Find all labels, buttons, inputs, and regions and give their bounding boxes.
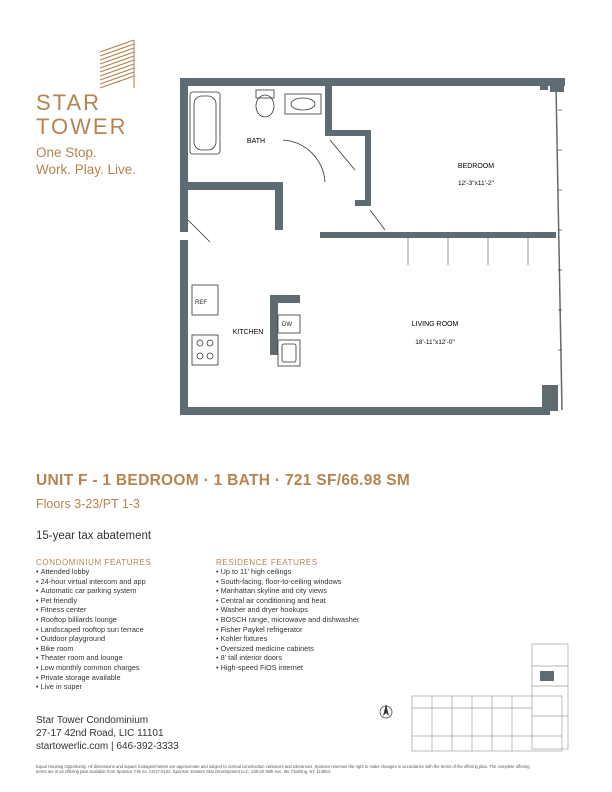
room-label-bath: BATH bbox=[246, 138, 266, 145]
floor-plan bbox=[170, 70, 580, 430]
room-label-kitchen: KITCHEN bbox=[232, 329, 264, 336]
list-item: • Automatic car parking system bbox=[36, 586, 151, 596]
condo-features-list bbox=[36, 567, 151, 692]
list-item: • Theater room and lounge bbox=[36, 653, 151, 663]
brand-name-line2: TOWER bbox=[36, 114, 128, 139]
list-item: • Low monthly common charges bbox=[36, 663, 151, 673]
list-item: • Up to 11' high ceilings bbox=[216, 567, 359, 577]
room-label-living: LIVING ROOM bbox=[411, 321, 459, 328]
condo-features bbox=[36, 558, 151, 692]
contact-name: Star Tower Condominium bbox=[36, 715, 149, 726]
contact-web-phone[interactable]: startowerlic.com | 646-392-3333 bbox=[36, 741, 179, 752]
tagline-line1: One Stop. bbox=[36, 145, 97, 160]
list-item: • Washer and dryer hookups bbox=[216, 605, 359, 615]
list-item: • Landscaped rooftop sun terrace bbox=[36, 625, 151, 635]
room-dim-living: 18'-11"x12'-0" bbox=[415, 339, 455, 346]
tagline-line2: Work. Play. Live. bbox=[36, 162, 137, 177]
north-arrow-icon bbox=[380, 704, 392, 718]
unit-title: UNIT F - 1 BEDROOM · 1 BATH · 721 SF/66.98 SM bbox=[36, 472, 411, 489]
list-item: • Fitness center bbox=[36, 605, 151, 615]
list-item: • Fisher Paykel refrigerator bbox=[216, 625, 359, 635]
unit-highlight bbox=[540, 671, 554, 681]
unit-floors: Floors 3-23/PT 1-3 bbox=[36, 497, 140, 511]
list-item: • Attended lobby bbox=[36, 567, 151, 577]
list-item: • High-speed FiOS internet bbox=[216, 663, 359, 673]
list-item: • Kohler fixtures bbox=[216, 634, 359, 644]
residence-features bbox=[216, 558, 359, 673]
list-item: • BOSCH range, microwave and dishwasher bbox=[216, 615, 359, 625]
list-item: • Outdoor playground bbox=[36, 634, 151, 644]
list-item: • Oversized medicine cabinets bbox=[216, 644, 359, 654]
dw-label: DW bbox=[282, 322, 292, 328]
list-item: • Pet friendly bbox=[36, 596, 151, 606]
list-item: • Private storage available bbox=[36, 673, 151, 683]
contact-address: 27-17 42nd Road, LIC 11101 bbox=[36, 728, 164, 739]
list-item: • Manhattan skyline and city views bbox=[216, 586, 359, 596]
list-item: • 24-hour virtual intercom and app bbox=[36, 577, 151, 587]
list-item: • South-facing, floor-to-ceiling windows bbox=[216, 577, 359, 587]
tax-abatement: 15-year tax abatement bbox=[36, 530, 152, 542]
residence-features-heading: RESIDENCE FEATURES bbox=[216, 558, 318, 567]
brand-logo bbox=[36, 38, 156, 178]
list-item: • 8' tall interior doors bbox=[216, 653, 359, 663]
room-label-bedroom: BEDROOM bbox=[457, 163, 495, 170]
residence-features-list bbox=[216, 567, 359, 673]
ref-label: REF bbox=[195, 300, 207, 306]
list-item: • Live in super bbox=[36, 682, 151, 692]
list-item: • Bike room bbox=[36, 644, 151, 654]
contact-block bbox=[36, 714, 179, 753]
tower-logo-icon bbox=[98, 38, 158, 90]
condo-features-heading: CONDOMINIUM FEATURES bbox=[36, 558, 152, 567]
brand-name-line1: STAR bbox=[36, 90, 102, 115]
list-item: • Rooftop billiards lounge bbox=[36, 615, 151, 625]
key-plan bbox=[372, 636, 582, 756]
room-dim-bedroom: 12'-3"x11'-2" bbox=[458, 180, 494, 187]
legal-disclaimer: Equal Housing Opportunity. All dimensions and square footages/meters are approximate and subject to normal construction variances and tolerances. Sponsor reserves the right to make changes in accordance with the terms of the offering plan. The complete offering terms are in an offering plan available from Sponsor. File no. CD17-0102. Sponsor: Eastern Star Development LLC, 136-20 38th Ave, 6B, Flushing, NY 113654. bbox=[36, 764, 530, 775]
list-item: • Central air conditioning and heat bbox=[216, 596, 359, 606]
